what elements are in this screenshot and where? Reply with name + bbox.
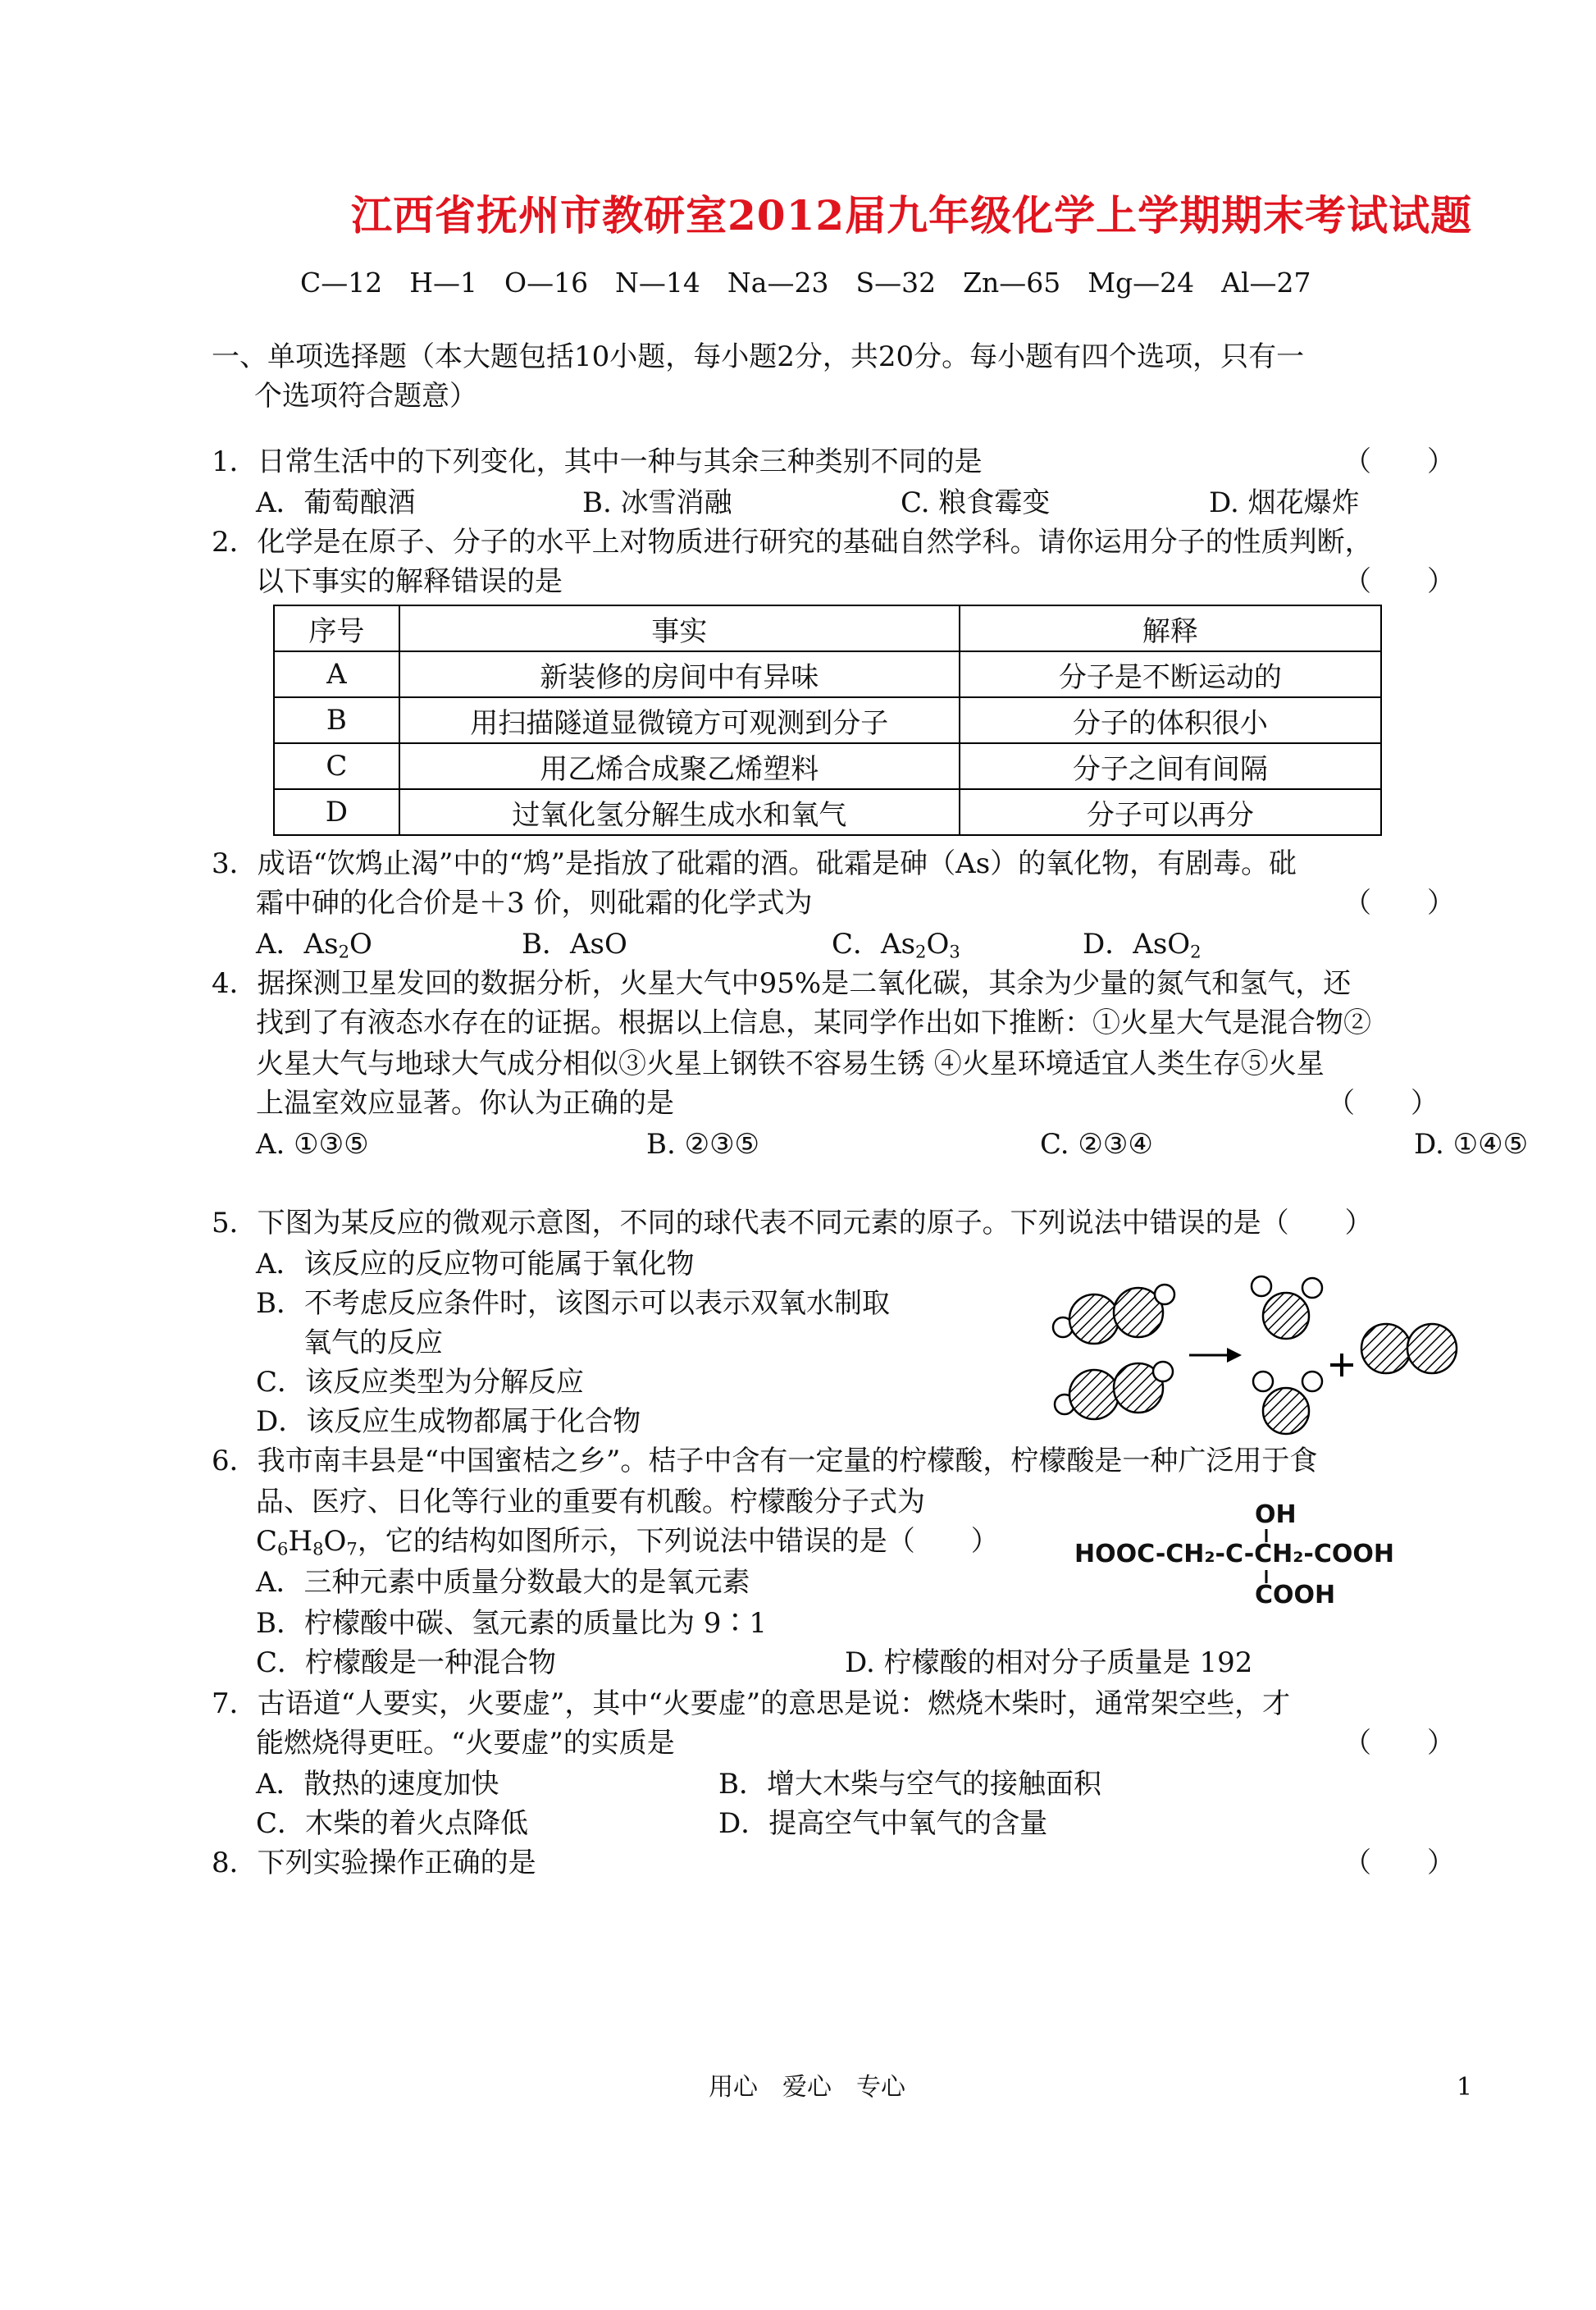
- q6-stem-cont: 品、医疗、日化等行业的重要有机酸。柠檬酸分子式为: [256, 1486, 925, 1518]
- q1-option-b: B. 冰雪消融: [582, 486, 732, 519]
- q5-option-b-cont: 氧气的反应: [303, 1326, 443, 1359]
- q2-answer-paren: （ ）: [1343, 565, 1455, 598]
- atomic-masses: C—12 H—1 O—16 N—14 Na—23 S—32 Zn—65 Mg—24 Al—27: [300, 267, 1311, 299]
- structure-cooh: COOH: [1255, 1581, 1336, 1609]
- table-header-cell: 序号: [274, 605, 399, 651]
- q5-option-c: C．该反应类型为分解反应: [256, 1366, 585, 1399]
- citric-acid-formula: $C_6H_8O_7$: [256, 1525, 358, 1559]
- q1-stem: 1．日常生活中的下列变化，其中一种与其余三种类别不同的是: [212, 445, 983, 478]
- oxygen-molecule: [1361, 1324, 1457, 1373]
- q7-option-d: D．提高空气中氧气的含量: [718, 1807, 1048, 1840]
- q7-stem-cont: 能燃烧得更旺。“火要虚”的实质是: [256, 1727, 675, 1760]
- q1-option-c: C. 粮食霉变: [901, 486, 1051, 519]
- q7-option-b: B．增大木柴与空气的接触面积: [718, 1768, 1101, 1801]
- q3-answer-paren: （ ）: [1343, 887, 1455, 920]
- q4-stem: 4．据探测卫星发回的数据分析，火星大气中95%是二氧化碳，其余为少量的氮气和氢气，还: [212, 967, 1352, 1000]
- q4-option-b: B. ②③⑤: [646, 1128, 760, 1161]
- q2-table: [273, 605, 1382, 836]
- table-cell: 分子的体积很小: [960, 697, 1381, 743]
- q8-answer-paren: （ ）: [1343, 1847, 1455, 1879]
- q4-option-c: C. ②③④: [1040, 1128, 1153, 1161]
- structure-bonds: [1258, 1527, 1275, 1593]
- q5-stem: 5．下图为某反应的微观示意图，不同的球代表不同元素的原子。下列说法中错误的是（ ）: [212, 1207, 1373, 1239]
- q3-stem: 3．成语“饮鸩止渴”中的“鸩”是指放了砒霜的酒。砒霜是砷（As）的氧化物，有剧毒。砒: [212, 847, 1297, 880]
- q6-stem: 6．我市南丰县是“中国蜜桔之乡”。桔子中含有一定量的柠檬酸，柠檬酸是一种广泛用于食: [212, 1445, 1318, 1477]
- q3-option-b: B．AsO: [522, 928, 627, 961]
- plus-icon: [1330, 1354, 1353, 1376]
- q7-stem: 7．古语道“人要实，火要虚”，其中“火要虚”的意思是说：燃烧木柴时，通常架空些，才: [212, 1687, 1291, 1720]
- q1-option-a: A．葡萄酿酒: [256, 486, 416, 519]
- q3-stem-cont: 霜中砷的化合价是＋3 价，则砒霜的化学式为: [256, 887, 813, 920]
- reaction-diagram: [1042, 1263, 1468, 1444]
- q4-stem-cont: 找到了有液态水存在的证据。根据以上信息，某同学作出如下推断：①火星大气是混合物②: [256, 1007, 1371, 1039]
- q5-option-b: B．不考虑反应条件时，该图示可以表示双氧水制取: [256, 1287, 890, 1320]
- table-row: [274, 651, 1381, 697]
- q4-option-d: D. ①④⑤: [1414, 1128, 1529, 1161]
- table-cell: A: [274, 651, 399, 697]
- table-header-cell: 解释: [960, 605, 1381, 651]
- q5-option-d: D．该反应生成物都属于化合物: [256, 1405, 641, 1438]
- arrow-icon: [1189, 1348, 1242, 1363]
- q6-stem-cont: $C_6H_8O_7$，它的结构如图所示，下列说法中错误的是（ ）: [256, 1525, 999, 1559]
- q7-option-c: C．木柴的着火点降低: [256, 1807, 529, 1840]
- q6-option-a: A．三种元素中质量分数最大的是氧元素: [256, 1566, 750, 1599]
- structure-main-chain: HOOC-CH₂-C-CH₂-COOH: [1074, 1540, 1394, 1568]
- table-cell: 新装修的房间中有异味: [399, 651, 960, 697]
- table-cell: 分子是不断运动的: [960, 651, 1381, 697]
- structure-oh: OH: [1255, 1500, 1297, 1529]
- water-molecule: [1253, 1372, 1322, 1434]
- table-header-cell: 事实: [399, 605, 960, 651]
- page-title: 江西省抚州市教研室2012届九年级化学上学期期末考试试题: [351, 191, 1473, 240]
- water-molecule: [1252, 1276, 1322, 1339]
- table-header-row: [274, 605, 1381, 651]
- q6-option-d: D. 柠檬酸的相对分子质量是 192: [845, 1646, 1253, 1679]
- q6-option-b: B．柠檬酸中碳、氢元素的质量比为 9∶1: [256, 1607, 768, 1640]
- q7-answer-paren: （ ）: [1343, 1727, 1455, 1760]
- q7-option-a: A．散热的速度加快: [256, 1768, 499, 1801]
- q4-answer-paren: （ ）: [1327, 1087, 1439, 1120]
- q4-stem-cont: 上温室效应显著。你认为正确的是: [256, 1087, 674, 1120]
- reactant-molecule: [1053, 1285, 1174, 1344]
- table-cell: 过氧化氢分解生成水和氧气: [399, 789, 960, 835]
- q1-option-d: D. 烟花爆炸: [1209, 486, 1360, 519]
- table-cell: 用乙烯合成聚乙烯塑料: [399, 743, 960, 789]
- table-cell: C: [274, 743, 399, 789]
- reactant-molecule: [1055, 1362, 1173, 1419]
- q3-option-a: A．$As_2O$: [256, 928, 372, 962]
- page-number: 1: [1457, 2073, 1473, 2102]
- section-heading-cont: 个选项符合题意）: [254, 380, 477, 413]
- q1-answer-paren: （ ）: [1343, 445, 1455, 478]
- table-row: [274, 789, 1381, 835]
- q2-stem: 2．化学是在原子、分子的水平上对物质进行研究的基础自然学科。请你运用分子的性质判断，: [212, 526, 1373, 559]
- table-cell: 分子可以再分: [960, 789, 1381, 835]
- q3-option-d: D．AsO$_2$: [1083, 928, 1202, 962]
- q3-option-c: C．$As_2O_3$: [832, 928, 960, 962]
- table-cell: 分子之间有间隔: [960, 743, 1381, 789]
- footer-motto: 用心 爱心 专心: [709, 2073, 905, 2102]
- table-cell: B: [274, 697, 399, 743]
- q5-option-a: A．该反应的反应物可能属于氧化物: [256, 1248, 695, 1281]
- q4-stem-cont: 火星大气与地球大气成分相似③火星上钢铁不容易生锈 ④火星环境适宜人类生存⑤火星: [256, 1048, 1325, 1080]
- table-cell: 用扫描隧道显微镜方可观测到分子: [399, 697, 960, 743]
- q2-stem-cont: 以下事实的解释错误的是: [256, 565, 563, 598]
- q8-stem: 8．下列实验操作正确的是: [212, 1847, 536, 1879]
- table-cell: D: [274, 789, 399, 835]
- table-row: [274, 697, 1381, 743]
- table-row: [274, 743, 1381, 789]
- section-heading: 一、单项选择题（本大题包括10小题，每小题2分，共20分。每小题有四个选项，只有一: [212, 340, 1305, 373]
- q6-option-c: C．柠檬酸是一种混合物: [256, 1646, 557, 1679]
- q4-option-a: A. ①③⑤: [256, 1128, 369, 1161]
